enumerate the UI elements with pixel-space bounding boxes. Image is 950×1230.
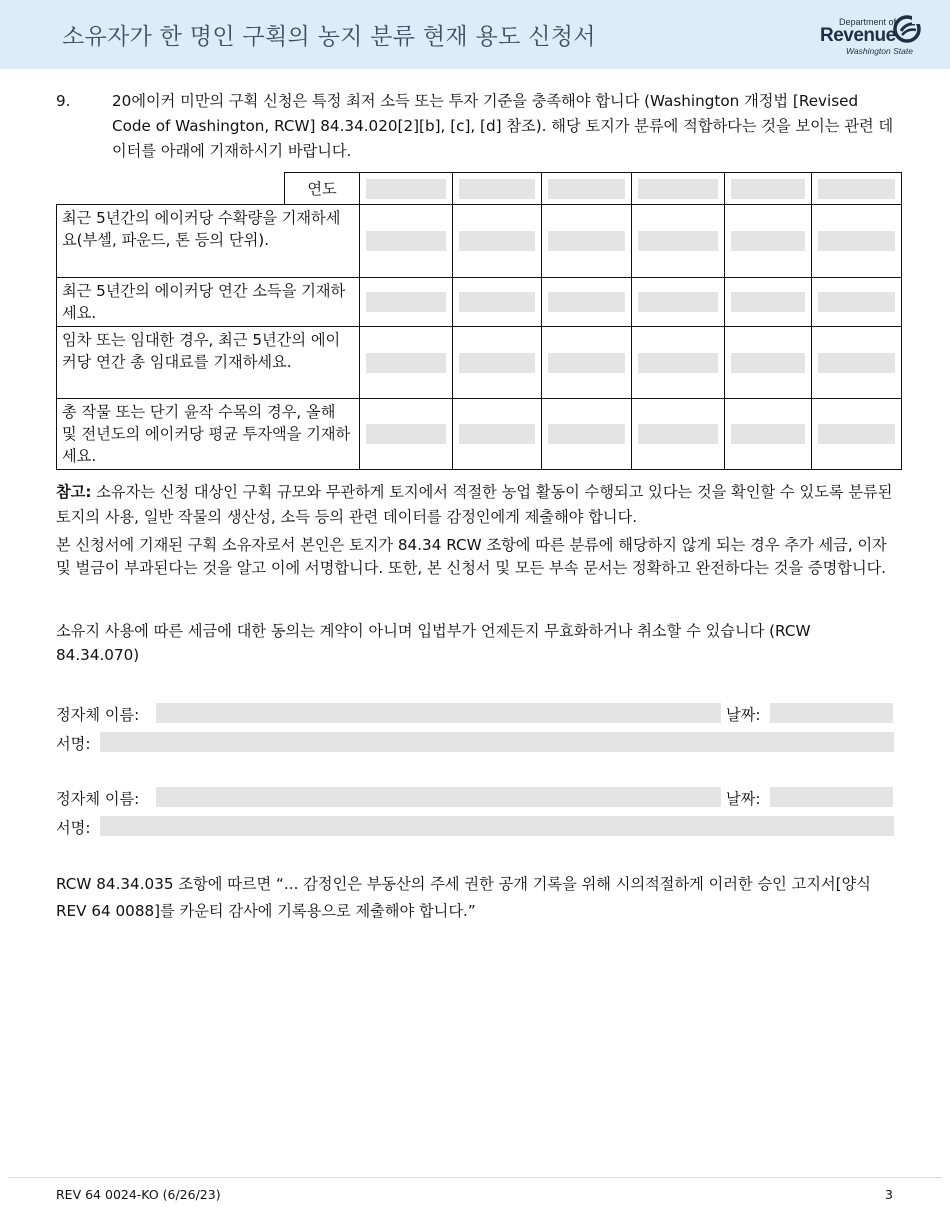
data-cell[interactable] [360, 278, 453, 327]
section-9-text: 20에이커 미만의 구획 신청은 특정 최저 소득 또는 투자 기준을 충족해야 합니다 (Washington 개정법 [Revised Code of Washington, RCW] 84.34.020[2][b], [c], [d] 참조). 해당 토지가 분류에 적합하다는 것을 보이는 관련 데이터를 아래에 기재하시기 바랍니다. [112, 92, 894, 160]
data-cell[interactable] [632, 399, 725, 470]
year-input[interactable] [459, 179, 535, 199]
form-id: REV 64 0024-KO (6/26/23) [56, 1187, 221, 1202]
data-cell[interactable] [725, 399, 812, 470]
data-input[interactable] [459, 424, 535, 444]
data-input[interactable] [818, 231, 895, 251]
rcw-035-quote: RCW 84.34.035 조항에 따르면 “... 감정인은 부동산의 주세 권한 공개 기록을 위해 시의적절하게 이러한 승인 고지서[양식 REV 64 0088]를 카운티 감사에 기록용으로 제출해야 합니다.” [56, 875, 871, 920]
data-input[interactable] [638, 353, 718, 373]
data-cell[interactable] [542, 278, 632, 327]
year-input[interactable] [548, 179, 625, 199]
data-cell[interactable] [632, 327, 725, 399]
data-cell[interactable] [725, 205, 812, 278]
data-cell[interactable] [812, 327, 902, 399]
signature-row [56, 814, 896, 840]
data-cell[interactable] [725, 327, 812, 399]
signature-label: 서명: [56, 735, 91, 753]
year-input[interactable] [366, 179, 446, 199]
section-number: 9. [56, 92, 71, 110]
data-input[interactable] [638, 231, 718, 251]
year-input[interactable] [638, 179, 718, 199]
logo-department: Department of [838, 17, 896, 27]
year-row [57, 173, 902, 205]
signature-field[interactable] [100, 816, 894, 836]
printed-name-label: 정자체 이름: [56, 706, 140, 724]
table-row [57, 278, 902, 327]
data-cell[interactable] [453, 205, 542, 278]
printed-name-row [56, 785, 896, 811]
data-input[interactable] [731, 231, 805, 251]
row-label-yield: 최근 5년간의 에이커당 수확량을 기재하세요(부셀, 파운드, 톤 등의 단위). [57, 205, 360, 278]
data-cell[interactable] [453, 327, 542, 399]
data-cell[interactable] [360, 399, 453, 470]
signature-label: 서명: [56, 819, 91, 837]
data-cell[interactable] [812, 205, 902, 278]
data-cell[interactable] [453, 399, 542, 470]
data-input[interactable] [366, 292, 446, 312]
year-cell[interactable] [632, 173, 725, 205]
note-paragraph [56, 480, 898, 530]
data-input[interactable] [459, 292, 535, 312]
data-input[interactable] [731, 424, 805, 444]
note-prefix: 참고: [56, 483, 92, 501]
year-cell[interactable] [360, 173, 453, 205]
footer-divider [8, 1177, 942, 1178]
data-cell[interactable] [632, 278, 725, 327]
page-number: 3 [885, 1187, 893, 1202]
data-cell[interactable] [360, 205, 453, 278]
date-label: 날짜: [726, 790, 761, 808]
year-input[interactable] [818, 179, 895, 199]
signature-row [56, 730, 896, 756]
data-cell[interactable] [542, 399, 632, 470]
form-title: 소유자가 한 명인 구획의 농지 분류 현재 용도 신청서 [62, 24, 596, 50]
data-input[interactable] [731, 292, 805, 312]
data-cell[interactable] [453, 278, 542, 327]
date-field[interactable] [770, 703, 893, 723]
table-corner [57, 173, 285, 205]
dor-logo [818, 14, 928, 58]
year-cell[interactable] [725, 173, 812, 205]
printed-name-field[interactable] [156, 787, 721, 807]
data-input[interactable] [638, 292, 718, 312]
data-cell[interactable] [542, 327, 632, 399]
date-label: 날짜: [726, 706, 761, 724]
data-input[interactable] [818, 424, 895, 444]
data-input[interactable] [459, 231, 535, 251]
logo-name: Revenue [820, 25, 896, 46]
printed-name-label: 정자체 이름: [56, 790, 140, 808]
data-input[interactable] [731, 353, 805, 373]
row-label-rent: 임차 또는 임대한 경우, 최근 5년간의 에이커당 연간 총 임대료를 기재하세요. [57, 327, 360, 399]
date-field[interactable] [770, 787, 893, 807]
logo-state: Washington State [846, 46, 913, 56]
income-investment-table [56, 172, 902, 470]
row-label-income: 최근 5년간의 에이커당 연간 소득을 기재하세요. [57, 278, 360, 327]
page-header [0, 0, 950, 69]
logo-mark-icon [892, 14, 922, 44]
data-input[interactable] [548, 292, 625, 312]
data-cell[interactable] [632, 205, 725, 278]
data-cell[interactable] [725, 278, 812, 327]
data-input[interactable] [818, 353, 895, 373]
data-cell[interactable] [812, 278, 902, 327]
signature-field[interactable] [100, 732, 894, 752]
consent-statement: 소유지 사용에 따른 세금에 대한 동의는 계약이 아니며 입법부가 언제든지 무효화하거나 취소할 수 있습니다 (RCW 84.34.070) [56, 622, 811, 664]
table-row [57, 205, 902, 278]
table-row [57, 327, 902, 399]
year-label: 연도 [285, 173, 360, 205]
printed-name-row [56, 701, 896, 727]
printed-name-field[interactable] [156, 703, 721, 723]
year-cell[interactable] [812, 173, 902, 205]
data-input[interactable] [366, 231, 446, 251]
data-input[interactable] [818, 292, 895, 312]
data-input[interactable] [459, 353, 535, 373]
note-text: 소유자는 신청 대상인 구획 규모와 무관하게 토지에서 적절한 농업 활동이 수행되고 있다는 것을 확인할 수 있도록 분류된 토지의 사용, 일반 작물의 생산성, 소득 등의 관련 데이터를 감정인에게 제출해야 합니다. [56, 483, 893, 526]
table-row [57, 399, 902, 470]
signature-statement: 본 신청서에 기재된 구획 소유자로서 본인은 토지가 84.34 RCW 조항에 따른 분류에 해당하지 않게 되는 경우 추가 세금, 이자 및 벌금이 부과된다는 것을 알고 이에 서명합니다. 또한, 본 신청서 및 모든 부속 문서는 정확하고 완전하다는 것을 증명합니다. [56, 536, 887, 577]
data-cell[interactable] [360, 327, 453, 399]
year-input[interactable] [731, 179, 805, 199]
data-input[interactable] [366, 424, 446, 444]
data-input[interactable] [548, 231, 625, 251]
year-cell[interactable] [453, 173, 542, 205]
data-input[interactable] [548, 353, 625, 373]
data-cell[interactable] [542, 205, 632, 278]
data-input[interactable] [366, 353, 446, 373]
year-cell[interactable] [542, 173, 632, 205]
data-cell[interactable] [812, 399, 902, 470]
data-input[interactable] [638, 424, 718, 444]
row-label-investment: 총 작물 또는 단기 윤작 수목의 경우, 올해 및 전년도의 에이커당 평균 투자액을 기재하세요. [57, 399, 360, 470]
data-input[interactable] [548, 424, 625, 444]
